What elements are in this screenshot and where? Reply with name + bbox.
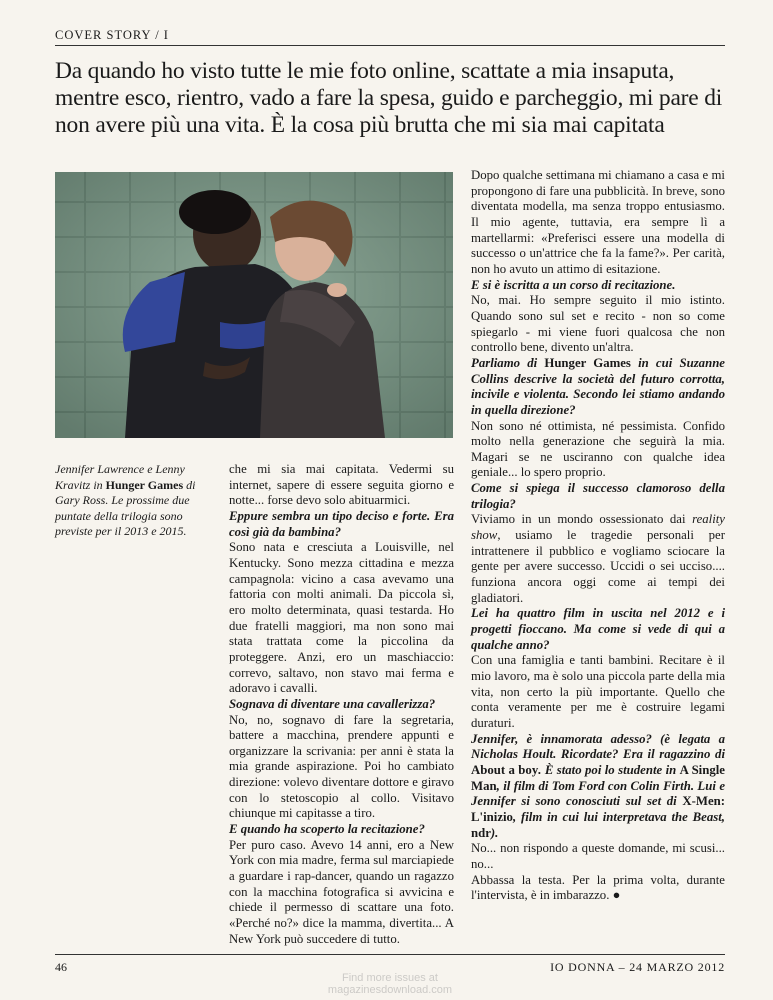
interview-question: Eppure sembra un tipo deciso e forte. Era così già da bambina? [229,508,454,539]
header-rule [55,45,725,46]
question-text: in cui Suzanne Collins descrive la società del futuro corrotta, incivile e violenta. Secondo lei stiamo andando in quella direzione? [471,355,725,417]
answer-paragraph: Sono nata e cresciuta a Louisville, nel Kentucky. Sono mezza cittadina e mezza campagnola: vicino a casa avevamo una fattoria con molti animali. Da piccola sì, ero molto determinata, quasi testarda. Ho due fratelli maggiori, ma non sono mai stata trattata come la piccolina da proteggere. Anzi, ero un maschiaccio: correvo, saltavo, non stavo mai ferma e adoravo i cavalli. [229,540,454,696]
answer-paragraph: Per puro caso. Avevo 14 anni, ero a New York con mia madre, ferma sul marciapiede a guardare i rap-dancer, quando un ragazzo con la macchina fotografica si avvicina e chiede il permesso di scattare una foto. «Perché no?» dice la mamma, divertita... A New York può succedere di tutto. [229,837,454,946]
film-title: About a boy [471,762,539,777]
answer-paragraph: No... non rispondo a queste domande, mi scusi... no... [471,841,725,871]
caption-text-1: Jennifer Lawrence e Lenny Kravitz in [55,462,185,492]
interview-question [471,356,725,419]
answer-paragraph: Dopo qualche settimana mi chiamano a casa e mi propongono di fare una pubblicità. In breve, sono diventata modella, ma senza troppo entusiasmo. Il mio agente, tuttavia, era sempre lì a martellarmi: «Preferisci essere una modella di successo o un'attrice che fa la fame?». Per carità, non ho avuto un attimo di esitazione. [471,168,725,276]
film-title: Hunger Games [544,355,631,370]
issue-info: IO DONNA – 24 MARZO 2012 [550,960,725,974]
watermark-line-1: Find more issues at [342,972,438,984]
question-text: Parliamo di [471,355,545,370]
pull-quote: Da quando ho visto tutte le mie foto online, scattate a mia insaputa, mentre esco, rientro, vado a fare la spesa, guido e parcheggio, mi pare di non avere più una vita. È la cosa più brutta che mi sia mai capitata [55,58,723,138]
film-still-photo [55,172,453,438]
editor-note: ndr [471,825,491,840]
question-text: , il film di Tom Ford con Colin Firth. Lui e Jennifer si sono conosciuti sul set di [471,778,725,809]
interview-question: E si è iscritta a un corso di recitazione. [471,277,676,292]
answer-paragraph: No, no, sognavo di fare la segretaria, battere a macchina, prendere appunti e organizzare la scrivania: per anni è stata la mia grande aspirazione. Poi ho cambiato direzione: volevo diventare dottore e giravo con lo stetoscopio al collo. Visitavo chiunque mi capitasse a tiro. [229,712,454,821]
caption-film-title: Hunger Games [105,477,184,492]
caption-text-2: di Gary Ross. Le prossime due puntate della trilogia sono previste per il 2013 e 2015. [55,477,196,539]
answer-paragraph: Abbassa la testa. Per la prima volta, durante l'intervista, è in imbarazzo. ● [471,872,725,903]
answer-paragraph [471,512,725,606]
question-text: ). [490,825,499,840]
question-text: Jennifer, è innamorata adesso? (è legata a Nicholas Hoult. Ricordate? Era il ragazzino di [471,731,725,762]
article-column-right [471,168,725,904]
film-title: A Single Man [471,762,725,793]
answer-text: Viviamo in un mondo ossessionato dai [471,512,693,527]
interview-question: Sognava di diventare una cavallerizza? [229,696,436,711]
interview-question: Come si spiega il successo clamoroso della trilogia? [471,481,725,511]
question-text: . È stato poi lo studente in [538,762,680,777]
photo-illustration [55,172,453,438]
interview-question [471,732,725,842]
film-title: X-Men: L'inizio [471,794,725,824]
interview-question: Lei ha quattro film in uscita nel 2012 e i progetti fioccano. Ma come si vede di qui a qualche anno? [471,606,725,652]
page-number: 46 [55,960,67,974]
answer-paragraph: No, mai. Ho sempre seguito il mio istinto. Quando sono sul set e recito - non so come spiegarlo - mi viene fuori qualcosa che non controllo bene, divento un'altra. [471,293,725,355]
section-header: COVER STORY / I [55,28,169,42]
answer-paragraph: che mi sia mai capitata. Vedermi su internet, sapere di essere seguita giorno e notte... forse devo solo abituarmici. [229,462,454,508]
watermark-line-2: magazinesdownload.com [327,984,453,996]
watermark [280,972,500,996]
interview-question: E quando ha scoperto la recitazione? [229,822,425,837]
article-column-middle [229,462,454,947]
photo-caption [55,462,215,540]
answer-paragraph: Non sono né ottimista, né pessimista. Confido molto nella generazione che seguirà la mia. Magari se ne usciranno con qualche idea geniale... lo spero proprio. [471,418,725,480]
answer-text: , usiamo le tragedie personali per intrattenere il pubblico e vogliamo sciocare la gente per avere successo. Uccidi o sei ucciso.... funziona ancora oggi come ai tempi dei gladiatori. [471,528,725,605]
footer-rule [55,954,725,955]
question-text: , film in cui lui interpretava the Beast, [512,809,725,824]
answer-italic-term: reality show [471,512,725,543]
answer-paragraph: Con una famiglia e tanti bambini. Recitare è il mio lavoro, ma è solo una piccola parte della mia vita, non certo la più importante. Quello che conta veramente per me è costruire legami duraturi. [471,653,725,730]
